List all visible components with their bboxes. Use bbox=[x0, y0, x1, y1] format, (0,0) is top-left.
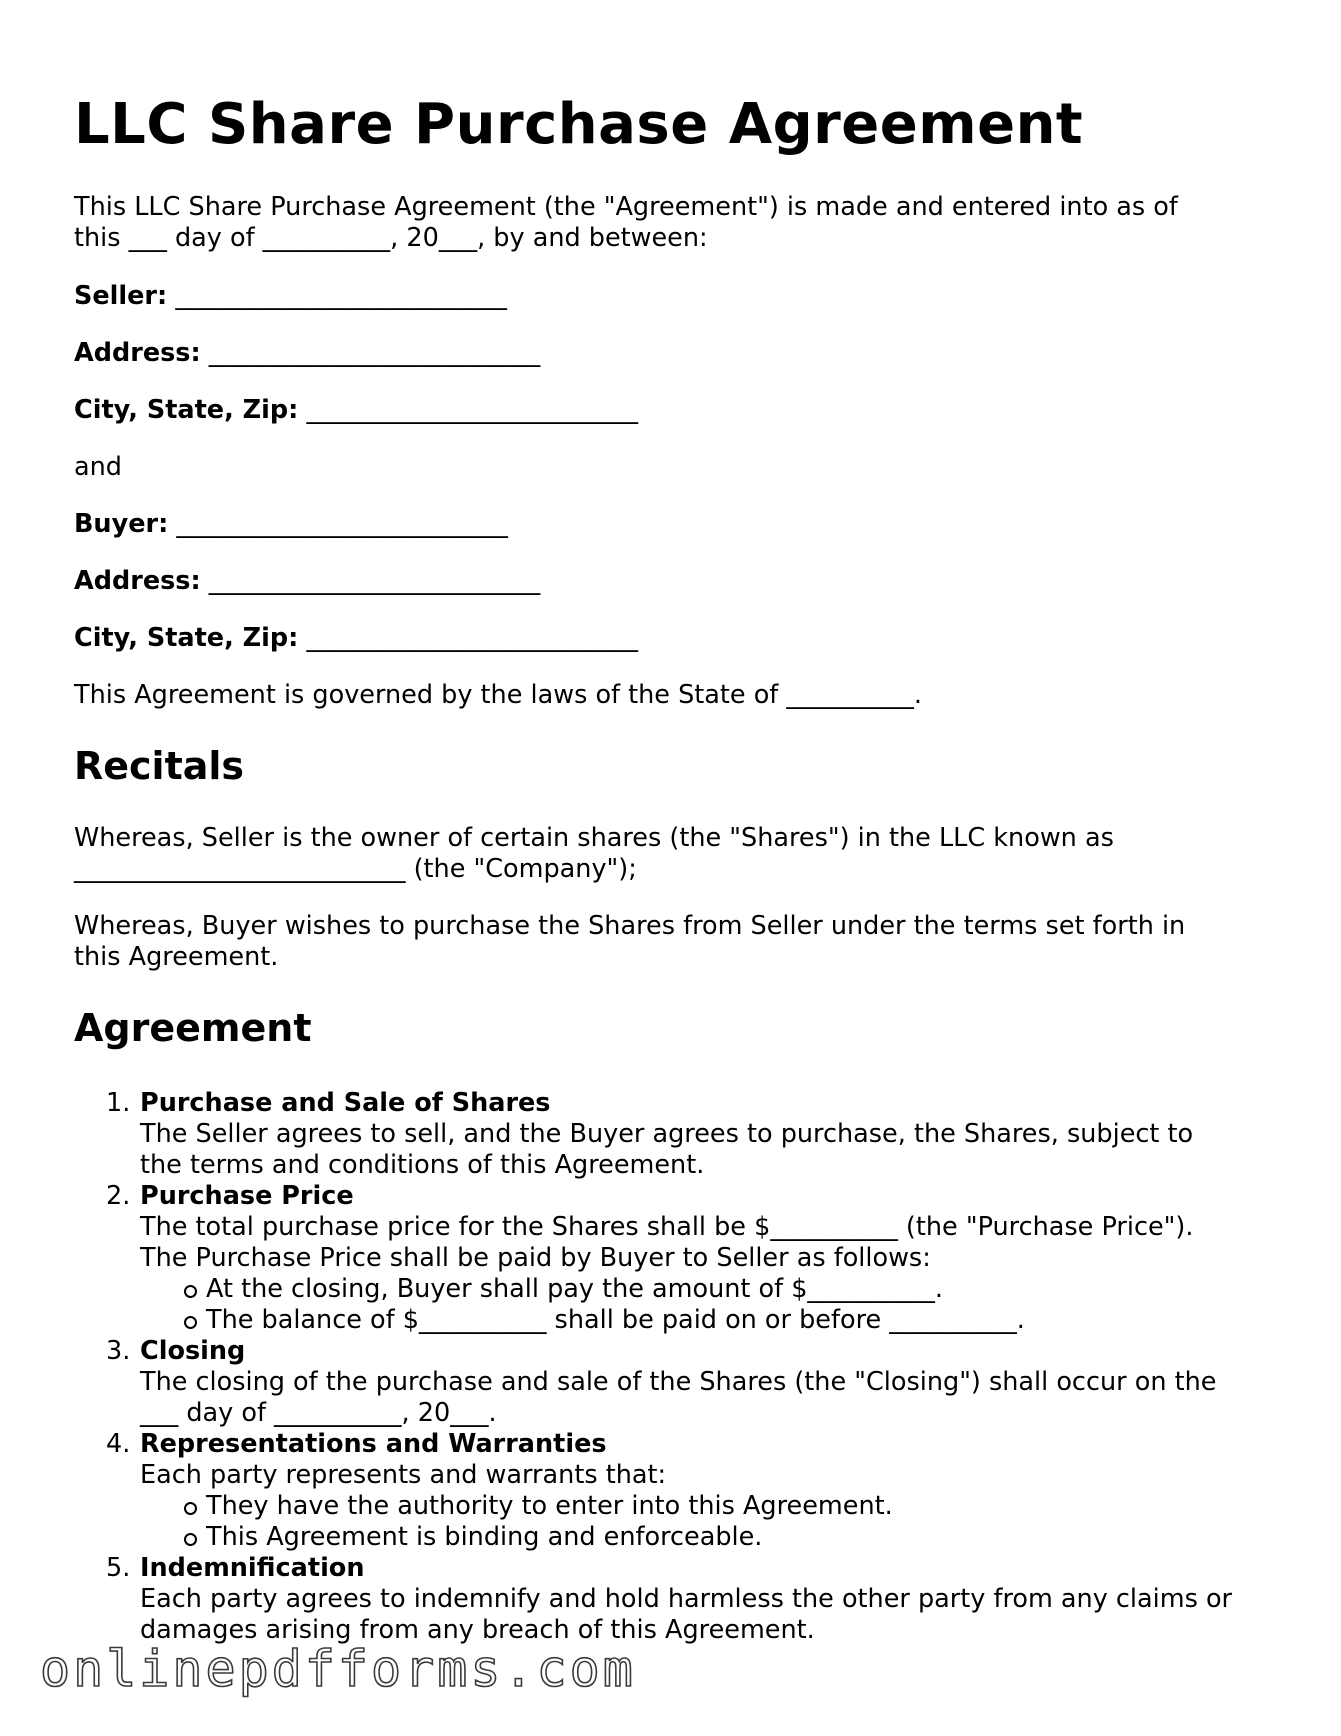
seller-city-blank: __________________________ bbox=[298, 395, 638, 425]
recital-1-line-2: __________________________ (the "Company"); bbox=[74, 854, 637, 884]
clause-purchase-price bbox=[74, 1181, 1232, 1336]
circle-bullet-icon bbox=[184, 1316, 197, 1329]
and-text: and bbox=[74, 452, 122, 482]
warranties-list bbox=[140, 1491, 1232, 1553]
clause-title: Representations and Warranties bbox=[140, 1429, 607, 1459]
payment-term-text: The balance of $__________ shall be paid on or before __________. bbox=[206, 1305, 1025, 1335]
buyer-city-field bbox=[74, 623, 638, 654]
governing-law: This Agreement is governed by the laws of the State of __________. bbox=[74, 680, 922, 710]
buyer-name-blank: __________________________ bbox=[168, 509, 508, 539]
agreement-clauses bbox=[74, 1088, 1232, 1646]
warranty-text: This Agreement is binding and enforceable. bbox=[206, 1522, 763, 1552]
seller-address-field bbox=[74, 338, 540, 369]
recital-2-line-1: Whereas, Buyer wishes to purchase the Shares from Seller under the terms set forth in bbox=[74, 911, 1186, 941]
clause-number: 3. bbox=[106, 1336, 131, 1366]
clause-number: 1. bbox=[106, 1088, 131, 1118]
agreement-heading: Agreement bbox=[74, 1006, 312, 1050]
clause-text-line: The Purchase Price shall be paid by Buyer to Seller as follows: bbox=[140, 1243, 931, 1273]
buyer-city-label: City, State, Zip: bbox=[74, 623, 299, 653]
seller-city-field bbox=[74, 395, 638, 426]
list-item bbox=[74, 1522, 1232, 1553]
buyer-address-field bbox=[74, 566, 540, 597]
buyer-address-blank: __________________________ bbox=[200, 566, 541, 596]
warranty-text: They have the authority to enter into this Agreement. bbox=[206, 1491, 893, 1521]
clause-number: 4. bbox=[106, 1429, 131, 1459]
list-item bbox=[74, 1491, 1232, 1522]
intro-line-2: this ___ day of __________, 20___, by and between: bbox=[74, 223, 708, 253]
buyer-name-field bbox=[74, 509, 508, 540]
watermark-text: onlinepdfforms.com bbox=[40, 1640, 636, 1698]
intro-line-1: This LLC Share Purchase Agreement (the "Agreement") is made and entered into as of bbox=[74, 192, 1178, 222]
buyer-address-label: Address: bbox=[74, 566, 201, 596]
clause-text-line: damages arising from any breach of this Agreement. bbox=[140, 1615, 815, 1645]
recital-1-line-1: Whereas, Seller is the owner of certain shares (the "Shares") in the LLC known as bbox=[74, 823, 1114, 853]
clause-text-line: ___ day of __________, 20___. bbox=[140, 1398, 497, 1428]
recital-2-line-2: this Agreement. bbox=[74, 942, 279, 972]
clause-text-line: The closing of the purchase and sale of the Shares (the "Closing") shall occur on the bbox=[140, 1367, 1217, 1397]
clause-text-line: The total purchase price for the Shares shall be $__________ (the "Purchase Price"). bbox=[140, 1212, 1194, 1242]
seller-address-blank: __________________________ bbox=[200, 338, 541, 368]
buyer-name-label: Buyer: bbox=[74, 509, 169, 539]
clause-indemnification bbox=[74, 1553, 1232, 1646]
clause-closing bbox=[74, 1336, 1232, 1429]
clause-number: 2. bbox=[106, 1181, 131, 1211]
payment-terms-list bbox=[140, 1274, 1232, 1336]
clause-representations bbox=[74, 1429, 1232, 1553]
seller-city-label: City, State, Zip: bbox=[74, 395, 299, 425]
circle-bullet-icon bbox=[184, 1533, 197, 1546]
seller-name-label: Seller: bbox=[74, 281, 168, 311]
clause-title: Indemnification bbox=[140, 1553, 365, 1583]
clause-text-line: Each party agrees to indemnify and hold harmless the other party from any claims or bbox=[140, 1584, 1233, 1614]
clause-title: Purchase and Sale of Shares bbox=[140, 1088, 551, 1118]
document-title: LLC Share Purchase Agreement bbox=[74, 92, 1084, 157]
buyer-city-blank: __________________________ bbox=[298, 623, 638, 653]
clause-title: Closing bbox=[140, 1336, 246, 1366]
circle-bullet-icon bbox=[184, 1502, 197, 1515]
list-item bbox=[74, 1305, 1232, 1336]
clause-text-line: Each party represents and warrants that: bbox=[140, 1460, 667, 1490]
payment-term-text: At the closing, Buyer shall pay the amount of $__________. bbox=[206, 1274, 944, 1304]
seller-name-field bbox=[74, 281, 507, 312]
seller-name-blank: __________________________ bbox=[167, 281, 507, 311]
clause-text-line: The Seller agrees to sell, and the Buyer agrees to purchase, the Shares, subject to bbox=[140, 1119, 1194, 1149]
seller-address-label: Address: bbox=[74, 338, 201, 368]
clause-number: 5. bbox=[106, 1553, 131, 1583]
clause-title: Purchase Price bbox=[140, 1181, 354, 1211]
recitals-heading: Recitals bbox=[74, 744, 245, 788]
clause-text-line: the terms and conditions of this Agreement. bbox=[140, 1150, 705, 1180]
circle-bullet-icon bbox=[184, 1285, 197, 1298]
clause-purchase-and-sale bbox=[74, 1088, 1232, 1181]
list-item bbox=[74, 1274, 1232, 1305]
